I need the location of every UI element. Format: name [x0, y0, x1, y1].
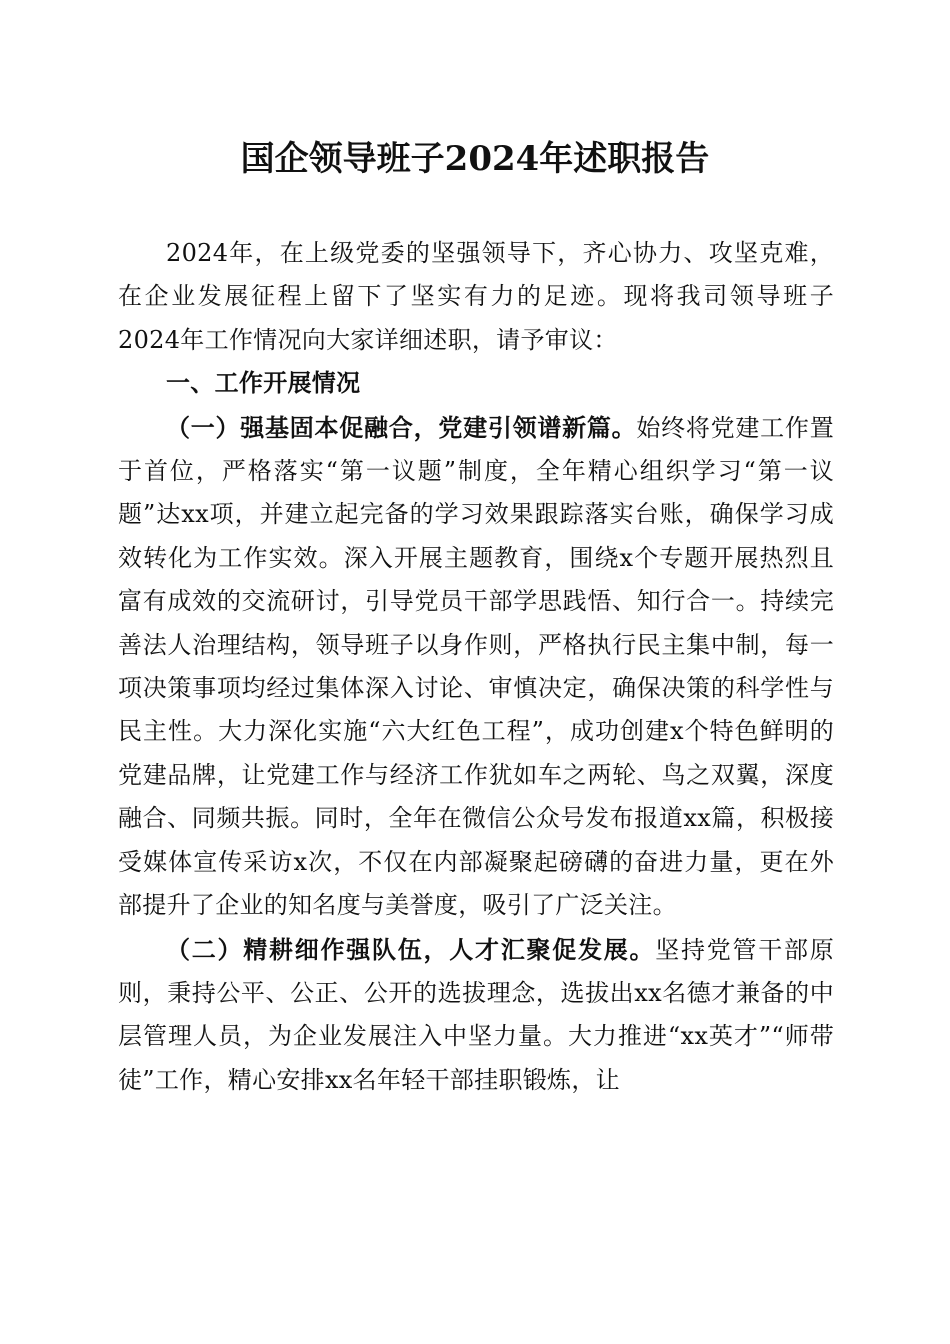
- section-heading: 一、工作开展情况: [166, 369, 361, 398]
- item-2-paragraph: [118, 928, 834, 1103]
- document-body: [118, 232, 834, 1102]
- document-title: 国企领导班子2024年述职报告: [240, 139, 710, 179]
- item-1-paragraph: [118, 406, 834, 928]
- item-2-body: 坚持党管干部原则，秉持公平、公正、公开的选拔理念，选拔出xx名德才兼备的中层管理人员，为企业发展注入中坚力量。大力推进“xx英才”“师带徒”工作，精心安排xx名年轻干部挂职锻炼，让: [118, 935, 834, 1094]
- item-1-body: 始终将党建工作置于首位，严格落实“第一议题”制度，全年精心组织学习“第一议题”达xx项，并建立起完备的学习效果跟踪落实台账，确保学习成效转化为工作实效。深入开展主题教育，围绕x个专题开展热烈且富有成效的交流研讨，引导党员干部学思践悟、知行合一。持续完善法人治理结构，领导班子以身作则，严格执行民主集中制，每一项决策事项均经过集体深入讨论、审慎决定，确保决策的科学性与民主性。大力深化实施“六大红色工程”，成功创建x个特色鲜明的党建品牌，让党建工作与经济工作犹如车之两轮、鸟之双翼，深度融合、同频共振。同时，全年在微信公众号发布报道xx篇，积极接受媒体宣传采访x次，不仅在内部凝聚起磅礴的奋进力量，更在外部提升了企业的知名度与美誉度，吸引了广泛关注。: [118, 413, 834, 920]
- intro-paragraph: 2024年，在上级党委的坚强领导下，齐心协力、攻坚克难，在企业发展征程上留下了坚实有力的足迹。现将我司领导班子2024年工作情况向大家详细述职，请予审议：: [118, 239, 834, 354]
- item-1-lead: （一）强基固本促融合，党建引领谱新篇。: [166, 412, 637, 442]
- item-2-lead: （二）精耕细作强队伍，人才汇聚促发展。: [166, 934, 656, 964]
